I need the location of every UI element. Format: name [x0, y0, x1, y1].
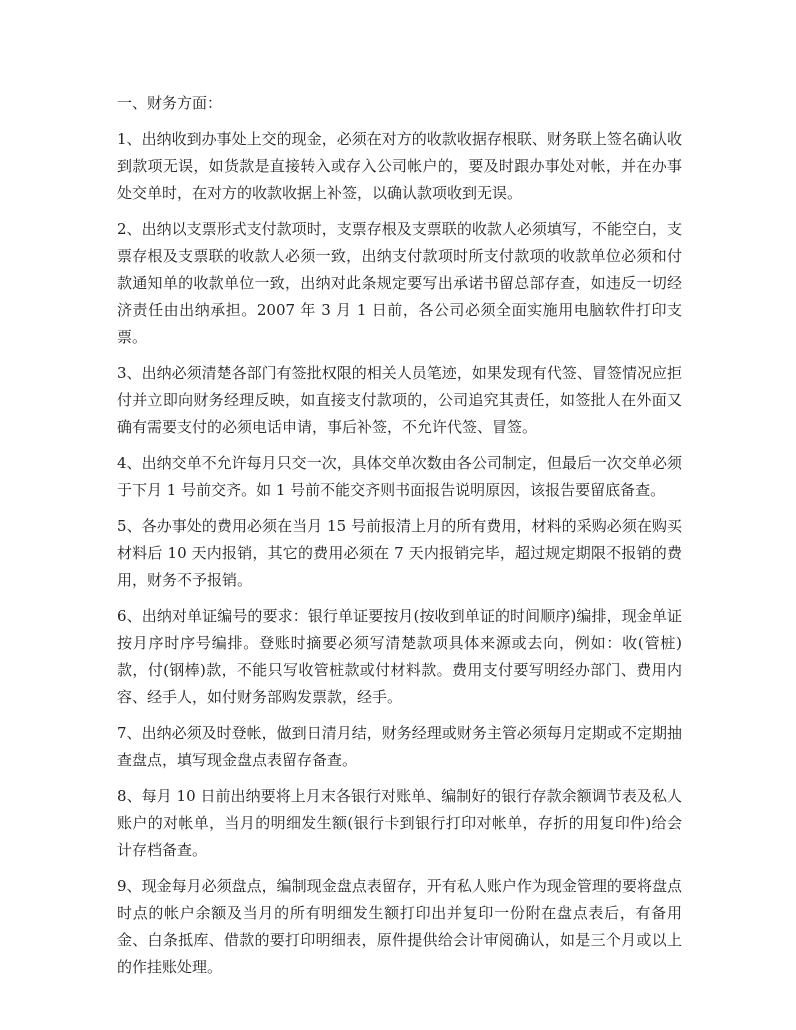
document-body — [117, 90, 682, 990]
paragraph-1: 1、出纳收到办事处上交的现金，必须在对方的收款收据存根联、财务联上签名确认收到款项无误，如货款是直接转入或存入公司帐户的，要及时跟办事处对帐，并在办事处交单时，在对方的收款收据上补签，以确认款项收到无误。 — [117, 130, 682, 202]
paragraph-9: 9、现金每月必须盘点，编制现金盘点表留存，开有私人账户作为现金管理的要将盘点时点的帐户余额及当月的所有明细发生额打印出并复印一份附在盘点表后，有备用金、白条抵库、借款的要打印明细表，原件提供给会计审阅确认，如是三个月或以上的作挂账处理。 — [117, 877, 682, 976]
paragraph-8: 8、每月 10 日前出纳要将上月末各银行对账单、编制好的银行存款余额调节表及私人账户的对帐单，当月的明细发生额(银行卡到银行打印对帐单，存折的用复印件)给会计存档备查。 — [117, 787, 682, 859]
paragraph-2: 2、出纳以支票形式支付款项时，支票存根及支票联的收款人必须填写，不能空白，支票存根及支票联的收款人必须一致，出纳支付款项时所支付款项的收款单位必须和付款通知单的收款单位一致，出纳对此条规定要写出承诺书留总部存查，如违反一切经济责任由出纳承担。2007 年 3 月 1 日前，各公司必须全面实施用电脑软件打印支票。 — [117, 220, 682, 346]
paragraph-3: 3、出纳必须清楚各部门有签批权限的相关人员笔迹，如果发现有代签、冒签情况应拒付并立即向财务经理反映，如直接支付款项的，公司追究其责任，如签批人在外面又确有需要支付的必须电话申请，事后补签，不允许代签、冒签。 — [117, 364, 682, 436]
paragraph-7: 7、出纳必须及时登帐，做到日清月结，财务经理或财务主管必须每月定期或不定期抽查盘点，填写现金盘点表留存备查。 — [117, 724, 682, 769]
paragraph-4: 4、出纳交单不允许每月只交一次，具体交单次数由各公司制定，但最后一次交单必须于下月 1 号前交齐。如 1 号前不能交齐则书面报告说明原因，该报告要留底备查。 — [117, 454, 682, 499]
section-heading: 一、财务方面： — [117, 94, 223, 112]
paragraph-5: 5、各办事处的费用必须在当月 15 号前报清上月的所有费用，材料的采购必须在购买材料后 10 天内报销，其它的费用必须在 7 天内报销完毕，超过规定期限不报销的费用，财务不予报销。 — [117, 517, 682, 589]
paragraph-6: 6、出纳对单证编号的要求：银行单证要按月(按收到单证的时间顺序)编排，现金单证按月序时序号编排。登账时摘要必须写清楚款项具体来源或去向，例如：收(管桩)款，付(钢棒)款，不能只写收管桩款或付材料款。费用支付要写明经办部门、费用内容、经手人，如付财务部购发票款，经手。 — [117, 607, 682, 706]
